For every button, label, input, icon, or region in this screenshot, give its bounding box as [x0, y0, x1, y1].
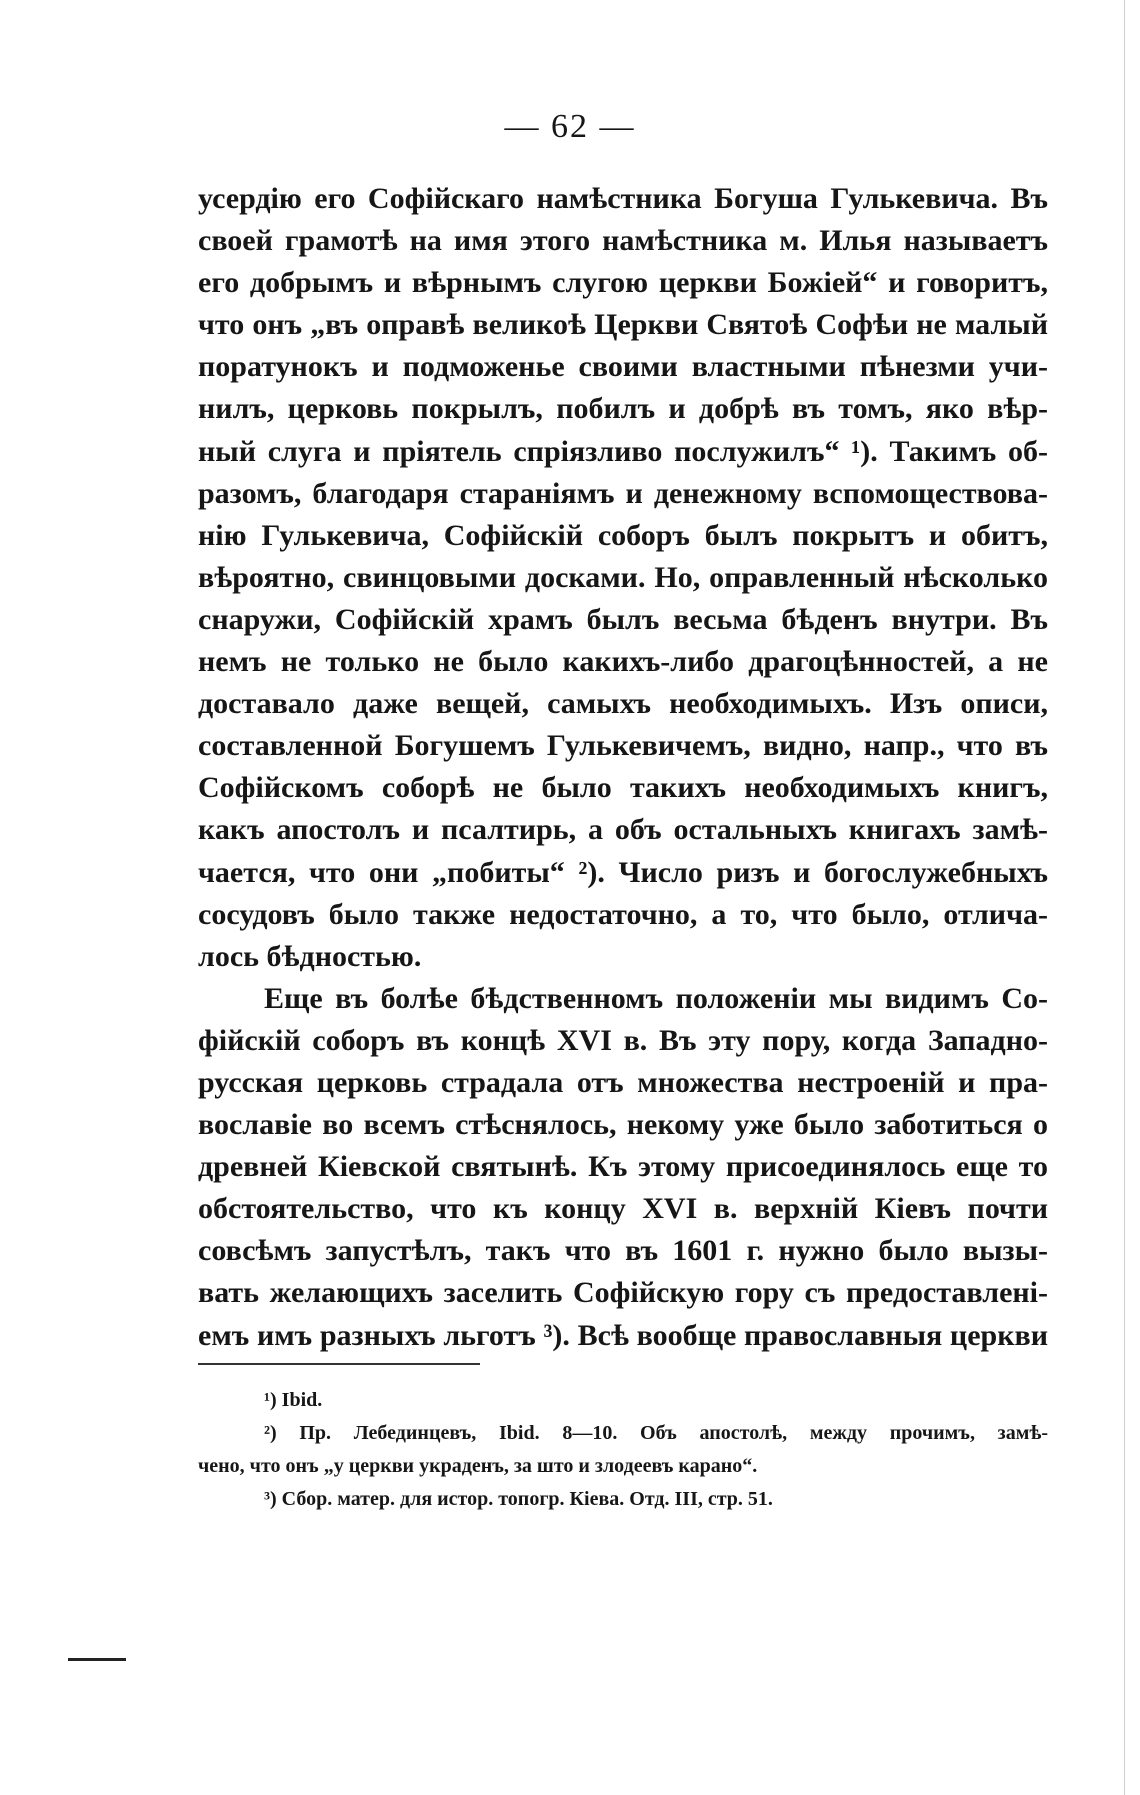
text-line: усердію его Софійскаго намѣстника Богуша Гулькевича. Въ — [198, 182, 1048, 215]
text-line: разомъ, благодаря стараніямъ и денежному вспомоществова- — [198, 476, 1048, 510]
scan-edge-mark — [68, 1658, 126, 1661]
text-line: сосудовъ было также недостаточно, а то, что было, отлича- — [198, 897, 1048, 931]
text-line: ный слуга и прiятель спрiязливо послужилъ“ ¹). Такимъ об- — [198, 434, 1048, 468]
text-line: нилъ, церковь покрылъ, побилъ и добрѣ въ томъ, яко вѣр- — [198, 392, 1048, 426]
footnotes — [198, 1384, 1048, 1516]
scan-margin-line — [1124, 0, 1125, 1795]
page-number: — 62 — — [504, 108, 636, 145]
footnote-2-continuation: чено, что онъ „у церкви украденъ, за што и злодеевъ карано“. — [198, 1455, 758, 1477]
text-line: составленной Богушемъ Гулькевичемъ, видно, напр., что въ — [198, 729, 1048, 763]
text-line: Софійскомъ соборѣ не было такихъ необходимыхъ книгъ, — [198, 771, 1048, 805]
paragraph-start-line: Еще въ болѣе бѣдственномъ положеніи мы видимъ Со- — [264, 981, 1048, 1015]
text-line: что онъ „въ оправѣ великоѣ Церкви Святоѣ Софѣи не малый — [198, 308, 1048, 342]
text-line: какъ апостолъ и псалтирь, а объ остальныхъ книгахъ замѣ- — [198, 813, 1048, 847]
text-line: снаружи, Софійскій храмъ былъ весьма бѣденъ внутри. Въ — [198, 602, 1048, 636]
text-line: древней Кіевской святынѣ. Къ этому присоединялось еще то — [198, 1150, 1048, 1184]
text-line: немъ не только не было какихъ-либо драгоцѣнностей, а не — [198, 645, 1048, 679]
text-line: емъ имъ разныхъ льготъ ³). Всѣ вообще православныя церкви — [198, 1318, 1048, 1352]
body-text — [198, 178, 1048, 1357]
text-line: вѣроятно, свинцовыми досками. Но, оправленный нѣсколько — [198, 560, 1048, 594]
footnote-1: ¹) Ibid. — [264, 1389, 323, 1411]
text-line: фійскій соборъ въ концѣ XVI в. Въ эту пору, когда Западно- — [198, 1023, 1048, 1057]
text-line: русская церковь страдала отъ множества нестроеній и пра- — [198, 1065, 1048, 1099]
text-line: вославіе во всемъ стѣснялось, некому уже было заботиться о — [198, 1108, 1048, 1142]
text-line: лось бѣдностью. — [198, 939, 422, 973]
text-line: обстоятельство, что къ концу XVI в. верхній Кіевъ почти — [198, 1192, 1048, 1226]
footnote-3: ³) Сбор. матер. для истор. топогр. Кіева. Отд. III, стр. 51. — [264, 1488, 773, 1510]
text-line: своей грамотѣ на имя этого намѣстника м. Илья называетъ — [198, 224, 1048, 258]
footnote-2: ²) Пр. Лебединцевъ, Ibid. 8—10. Объ апостолѣ, между прочимъ, замѣ- — [264, 1422, 1048, 1444]
text-line: поратунокъ и подможенье своими властными пѣнезми учи- — [198, 350, 1048, 384]
text-line: чается, что они „побиты“ ²). Число ризъ и богослужебныхъ — [198, 855, 1048, 889]
text-line: его добрымъ и вѣрнымъ слугою церкви Божiей“ и говоритъ, — [198, 266, 1048, 300]
text-line: доставало даже вещей, самыхъ необходимыхъ. Изъ описи, — [198, 687, 1048, 721]
text-line: вать желающихъ заселить Софійскую гору съ предоставлені- — [198, 1276, 1048, 1310]
text-line: совсѣмъ запустѣлъ, такъ что въ 1601 г. нужно было вызы- — [198, 1234, 1048, 1268]
text-line: нію Гулькевича, Софійскій соборъ былъ покрытъ и обитъ, — [198, 518, 1048, 552]
footnote-separator — [198, 1363, 480, 1365]
